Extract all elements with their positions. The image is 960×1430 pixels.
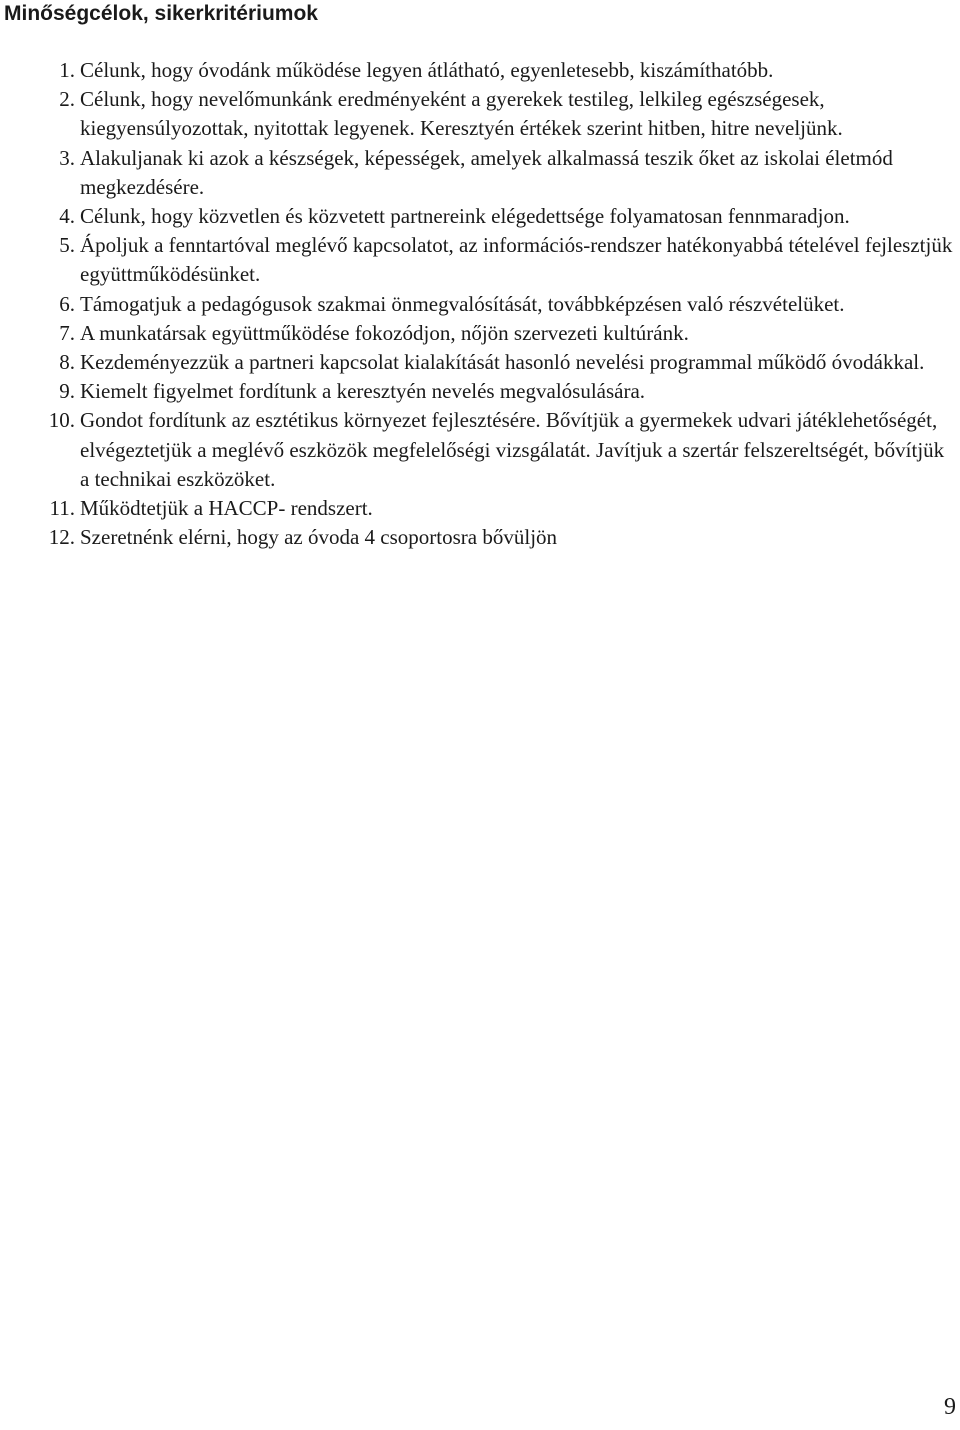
list-item-number: 4. <box>59 204 75 229</box>
list-item-number: 11. <box>49 496 75 521</box>
list-item <box>0 56 960 85</box>
list-item-text: Kiemelt figyelmet fordítunk a keresztyén nevelés megvalósulására. <box>80 379 646 404</box>
list-item <box>0 231 960 289</box>
list-item-text: Gondot fordítunk az esztétikus környezet fejlesztésére. Bővítjük a gyermekek udvari játéklehetőségét, elvégeztetjük a meglévő eszközök megfelelőségi vizsgálatát. Javítjuk a szertár felszereltségét, bővítjük a technikai eszközöket. <box>80 408 945 491</box>
list-item <box>0 377 960 406</box>
list-item-number: 10. <box>48 408 75 433</box>
goal-list <box>0 56 960 552</box>
list-item <box>0 319 960 348</box>
list-item-number: 6. <box>59 291 75 316</box>
list-item-text: Kezdeményezzük a partneri kapcsolat kialakítását hasonló nevelési programmal működő óvodákkal. <box>80 350 925 375</box>
list-item-number: 12. <box>48 525 75 550</box>
list-item-number: 8. <box>59 350 75 375</box>
list-item-text: Szeretnénk elérni, hogy az óvoda 4 csoportosra bővüljön <box>80 525 558 550</box>
list-item-number: 5. <box>59 233 75 258</box>
list-item-number: 9. <box>59 379 75 404</box>
page-number: 9 <box>944 1394 956 1420</box>
list-item-text: Ápoljuk a fenntartóval meglévő kapcsolatot, az információs-rendszer hatékonyabbá tételével fejlesztjük együttműködésünket. <box>80 233 953 287</box>
list-item-text: A munkatársak együttműködése fokozódjon, nőjön szervezeti kultúránk. <box>80 320 689 345</box>
list-item-text: Támogatjuk a pedagógusok szakmai önmegvalósítását, továbbképzésen való részvételüket. <box>80 291 845 316</box>
list-item <box>0 85 960 143</box>
list-item <box>0 406 960 494</box>
list-item-text: Alakuljanak ki azok a készségek, képességek, amelyek alkalmassá teszik őket az iskolai életmód megkezdésére. <box>80 145 893 199</box>
list-item-number: 1. <box>59 58 75 82</box>
list-item <box>0 348 960 377</box>
list-item-number: 2. <box>59 87 75 112</box>
page-title: Minőségcélok, sikerkritériumok <box>4 2 318 25</box>
list-item <box>0 290 960 319</box>
list-item <box>0 494 960 523</box>
list-item-number: 3. <box>59 145 75 170</box>
list-item-text: Célunk, hogy nevelőmunkánk eredményeként a gyerekek testileg, lelkileg egészségesek, kiegyensúlyozottak, nyitottak legyenek. Keresztyén értékek szerint hitben, hitre neveljünk. <box>80 87 843 141</box>
list-item-text: Működtetjük a HACCP- rendszert. <box>80 496 373 521</box>
list-item-number: 7. <box>59 320 75 345</box>
list-item-text: Célunk, hogy óvodánk működése legyen átlátható, egyenletesebb, kiszámíthatóbb. <box>80 58 774 82</box>
list-item-text: Célunk, hogy közvetlen és közvetett partnereink elégedettsége folyamatosan fennmaradjon. <box>80 204 850 229</box>
list-item <box>0 523 960 552</box>
list-item <box>0 202 960 231</box>
list-item <box>0 144 960 202</box>
